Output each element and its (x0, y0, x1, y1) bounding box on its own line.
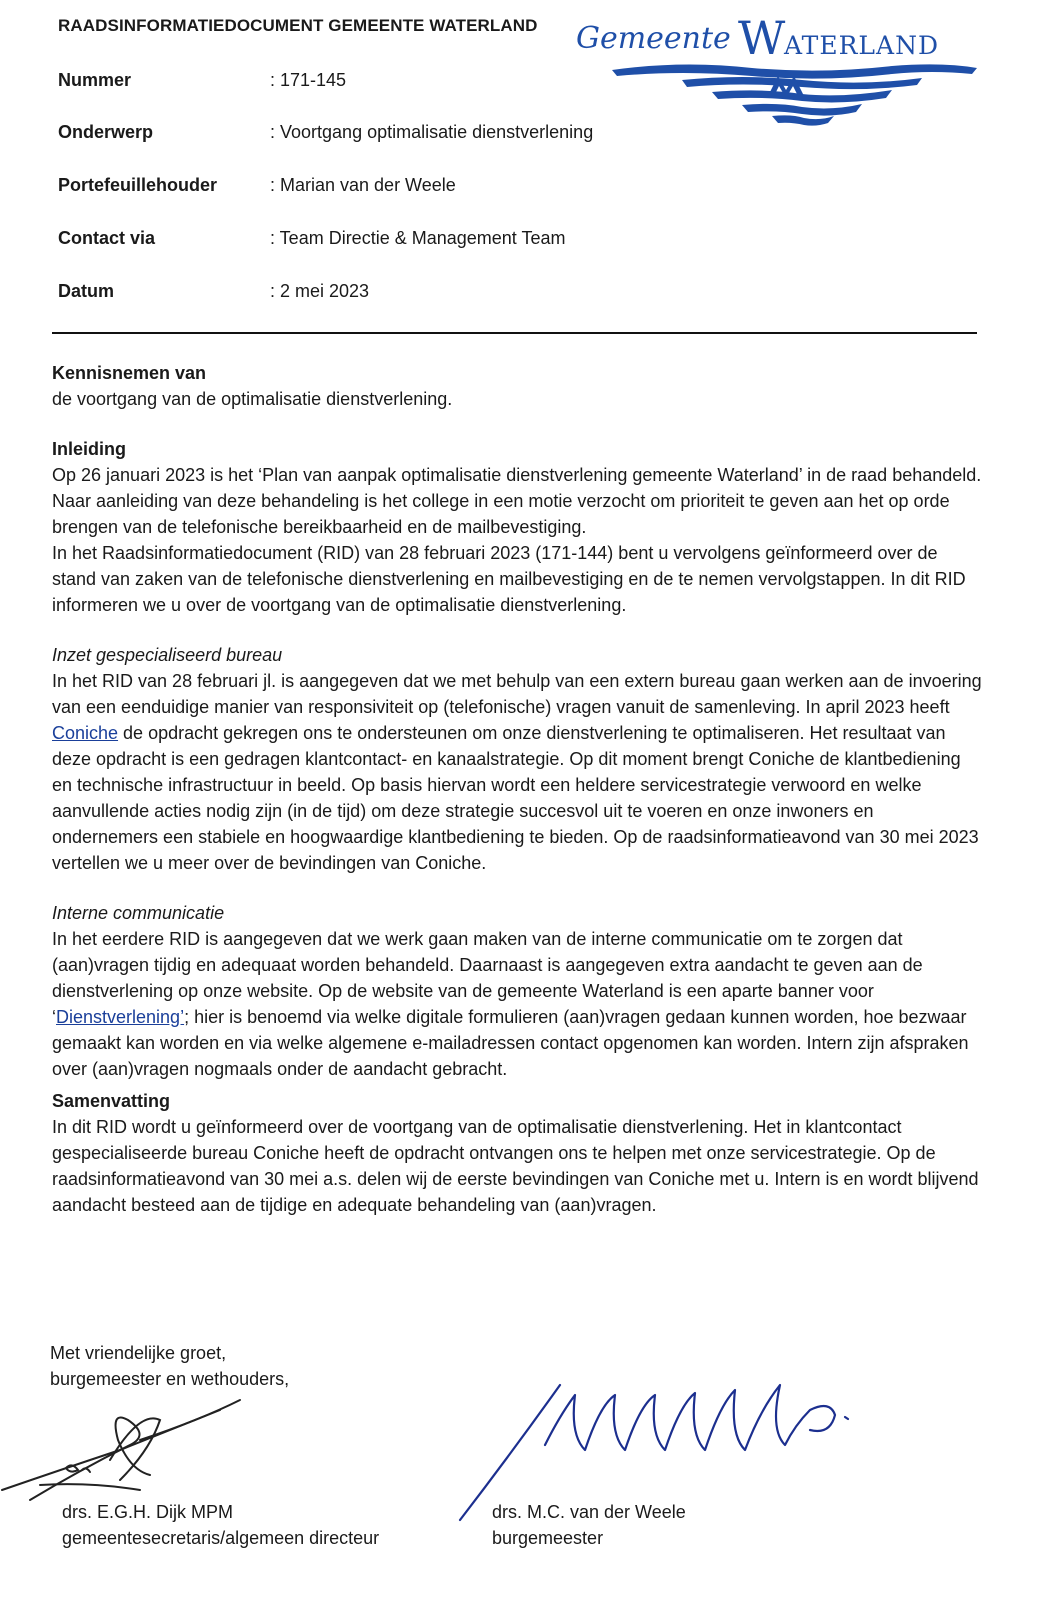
closing-line-1: Met vriendelijke groet, (50, 1343, 227, 1363)
signatory-1-name: drs. E.G.H. Dijk MPM (62, 1502, 234, 1522)
meta-value-contact: : Team Directie & Management Team (270, 228, 566, 248)
logo-caps-text: ATERLAND (784, 31, 940, 60)
signatory-1 (62, 1499, 379, 1551)
text-interne (52, 926, 982, 1082)
closing-line-2: burgemeester en wethouders, (50, 1369, 290, 1389)
text-inleiding-1: Op 26 januari 2023 is het ‘Plan van aanpak optimalisatie dienstverlening gemeente Waterland’ in de raad behandeld. Naar aanleiding van deze behandeling is het college in een motie verzocht om prioriteit te geven aan het op orde brengen van de telefonische bereikbaarheid en de mailbevestiging. (52, 465, 982, 537)
heading-inzet: Inzet gespecialiseerd bureau (52, 645, 283, 665)
heading-kennisnemen: Kennisnemen van (52, 363, 207, 383)
signatory-2 (492, 1499, 686, 1551)
text-inleiding-2: In het Raadsinformatiedocument (RID) van 28 februari 2023 (171-144) bent u vervolgens geïnformeerd over de stand van zaken van de telefonische dienstverlening en mailbevestiging en de te nemen vervolgstappen. In dit RID informeren we u over de voortgang van de optimalisatie dienstverlening. (52, 543, 966, 615)
meta-label-onderwerp: Onderwerp (58, 122, 154, 142)
meta-value-datum: : 2 mei 2023 (270, 281, 370, 301)
text-kennisnemen: de voortgang van de optimalisatie dienstverlening. (52, 389, 453, 409)
meta-value-portefeuillehouder: : Marian van der Weele (270, 175, 456, 195)
document-body (52, 360, 982, 1218)
document-title: RAADSINFORMATIEDOCUMENT GEMEENTE WATERLAND (58, 16, 538, 35)
header-divider (52, 332, 977, 334)
signatory-2-role: burgemeester (492, 1528, 604, 1548)
text-interne-after: ; hier is benoemd via welke digitale formulieren (aan)vragen gedaan kunnen worden, hoe bezwaar gemaakt kan worden en via welke algemene e-mailadressen contact opgenomen kan worden. Intern zijn afspraken over (aan)vragen nogmaals onder de aandacht gebracht. (52, 1007, 969, 1079)
heading-interne: Interne communicatie (52, 903, 225, 923)
text-interne-before: In het eerdere RID is aangegeven dat we werk gaan maken van de interne communicatie om te zorgen dat (aan)vragen tijdig en adequaat worden behandeld. Daarnaast is aangegeven extra aandacht te geven aan de dienstverlening op onze website. Op de website van de gemeente Waterland is een aparte banner voor ‘ (52, 929, 923, 1027)
closing (50, 1340, 289, 1392)
text-samenvatting: In dit RID wordt u geïnformeerd over de voortgang van de optimalisatie dienstverlening. Het in klantcontact gespecialiseerde bureau Coniche heeft de opdracht ontvangen ons te helpen met onze servicestrategie. Op de raadsinformatieavond van 30 mei a.s. delen wij de eerste bevindingen van Coniche met u. Intern is en wordt blijvend aandacht besteed aan de tijdige en adequate behandeling van (aan)vragen. (52, 1117, 979, 1215)
meta-label-datum: Datum (58, 281, 115, 301)
signatory-1-role: gemeentesecretaris/algemeen directeur (62, 1528, 380, 1548)
text-inzet-before: In het RID van 28 februari jl. is aangegeven dat we met behulp van een extern bureau gaan werken aan de invoering van een eenduidige manier van responsiviteit op (telefonische) vragen vanuit de samenleving. In april 2023 heeft (52, 671, 982, 717)
logo-big-letter: W (738, 11, 786, 65)
text-inzet (52, 668, 982, 876)
dienstverlening-link[interactable]: Dienstverlening’ (56, 1007, 185, 1027)
meta-label-contact: Contact via (58, 228, 156, 248)
meta-label-nummer: Nummer (58, 70, 132, 90)
gemeente-waterland-logo (572, 10, 982, 130)
meta-value-nummer: : 171-145 (270, 70, 347, 90)
coniche-link[interactable]: Coniche (52, 723, 119, 743)
heading-inleiding: Inleiding (52, 439, 126, 459)
meta-value-onderwerp: : Voortgang optimalisatie dienstverlening (270, 122, 594, 142)
text-inzet-after: de opdracht gekregen ons te ondersteunen om onze dienstverlening te optimaliseren. Het resultaat van deze opdracht is een gedragen klantcontact- en kanaalstrategie. Op dit moment brengt Coniche de klantbediening en technische infrastructuur in beeld. Op basis hiervan wordt een heldere servicestrategie verwoord en welke aanvullende acties nodig zijn (in de tijd) om deze strategie succesvol uit te voeren en onze inwoners en ondernemers een stabiele en hoogwaardige klantbediening te bieden. Op de raadsinformatieavond van 30 mei 2023 vertellen we u meer over de bevindingen van Coniche. (52, 723, 979, 873)
meta-label-portefeuillehouder: Portefeuillehouder (58, 175, 218, 195)
logo-script-text: Gemeente (576, 21, 731, 56)
heading-samenvatting: Samenvatting (52, 1091, 171, 1111)
signatory-2-name: drs. M.C. van der Weele (492, 1502, 686, 1522)
